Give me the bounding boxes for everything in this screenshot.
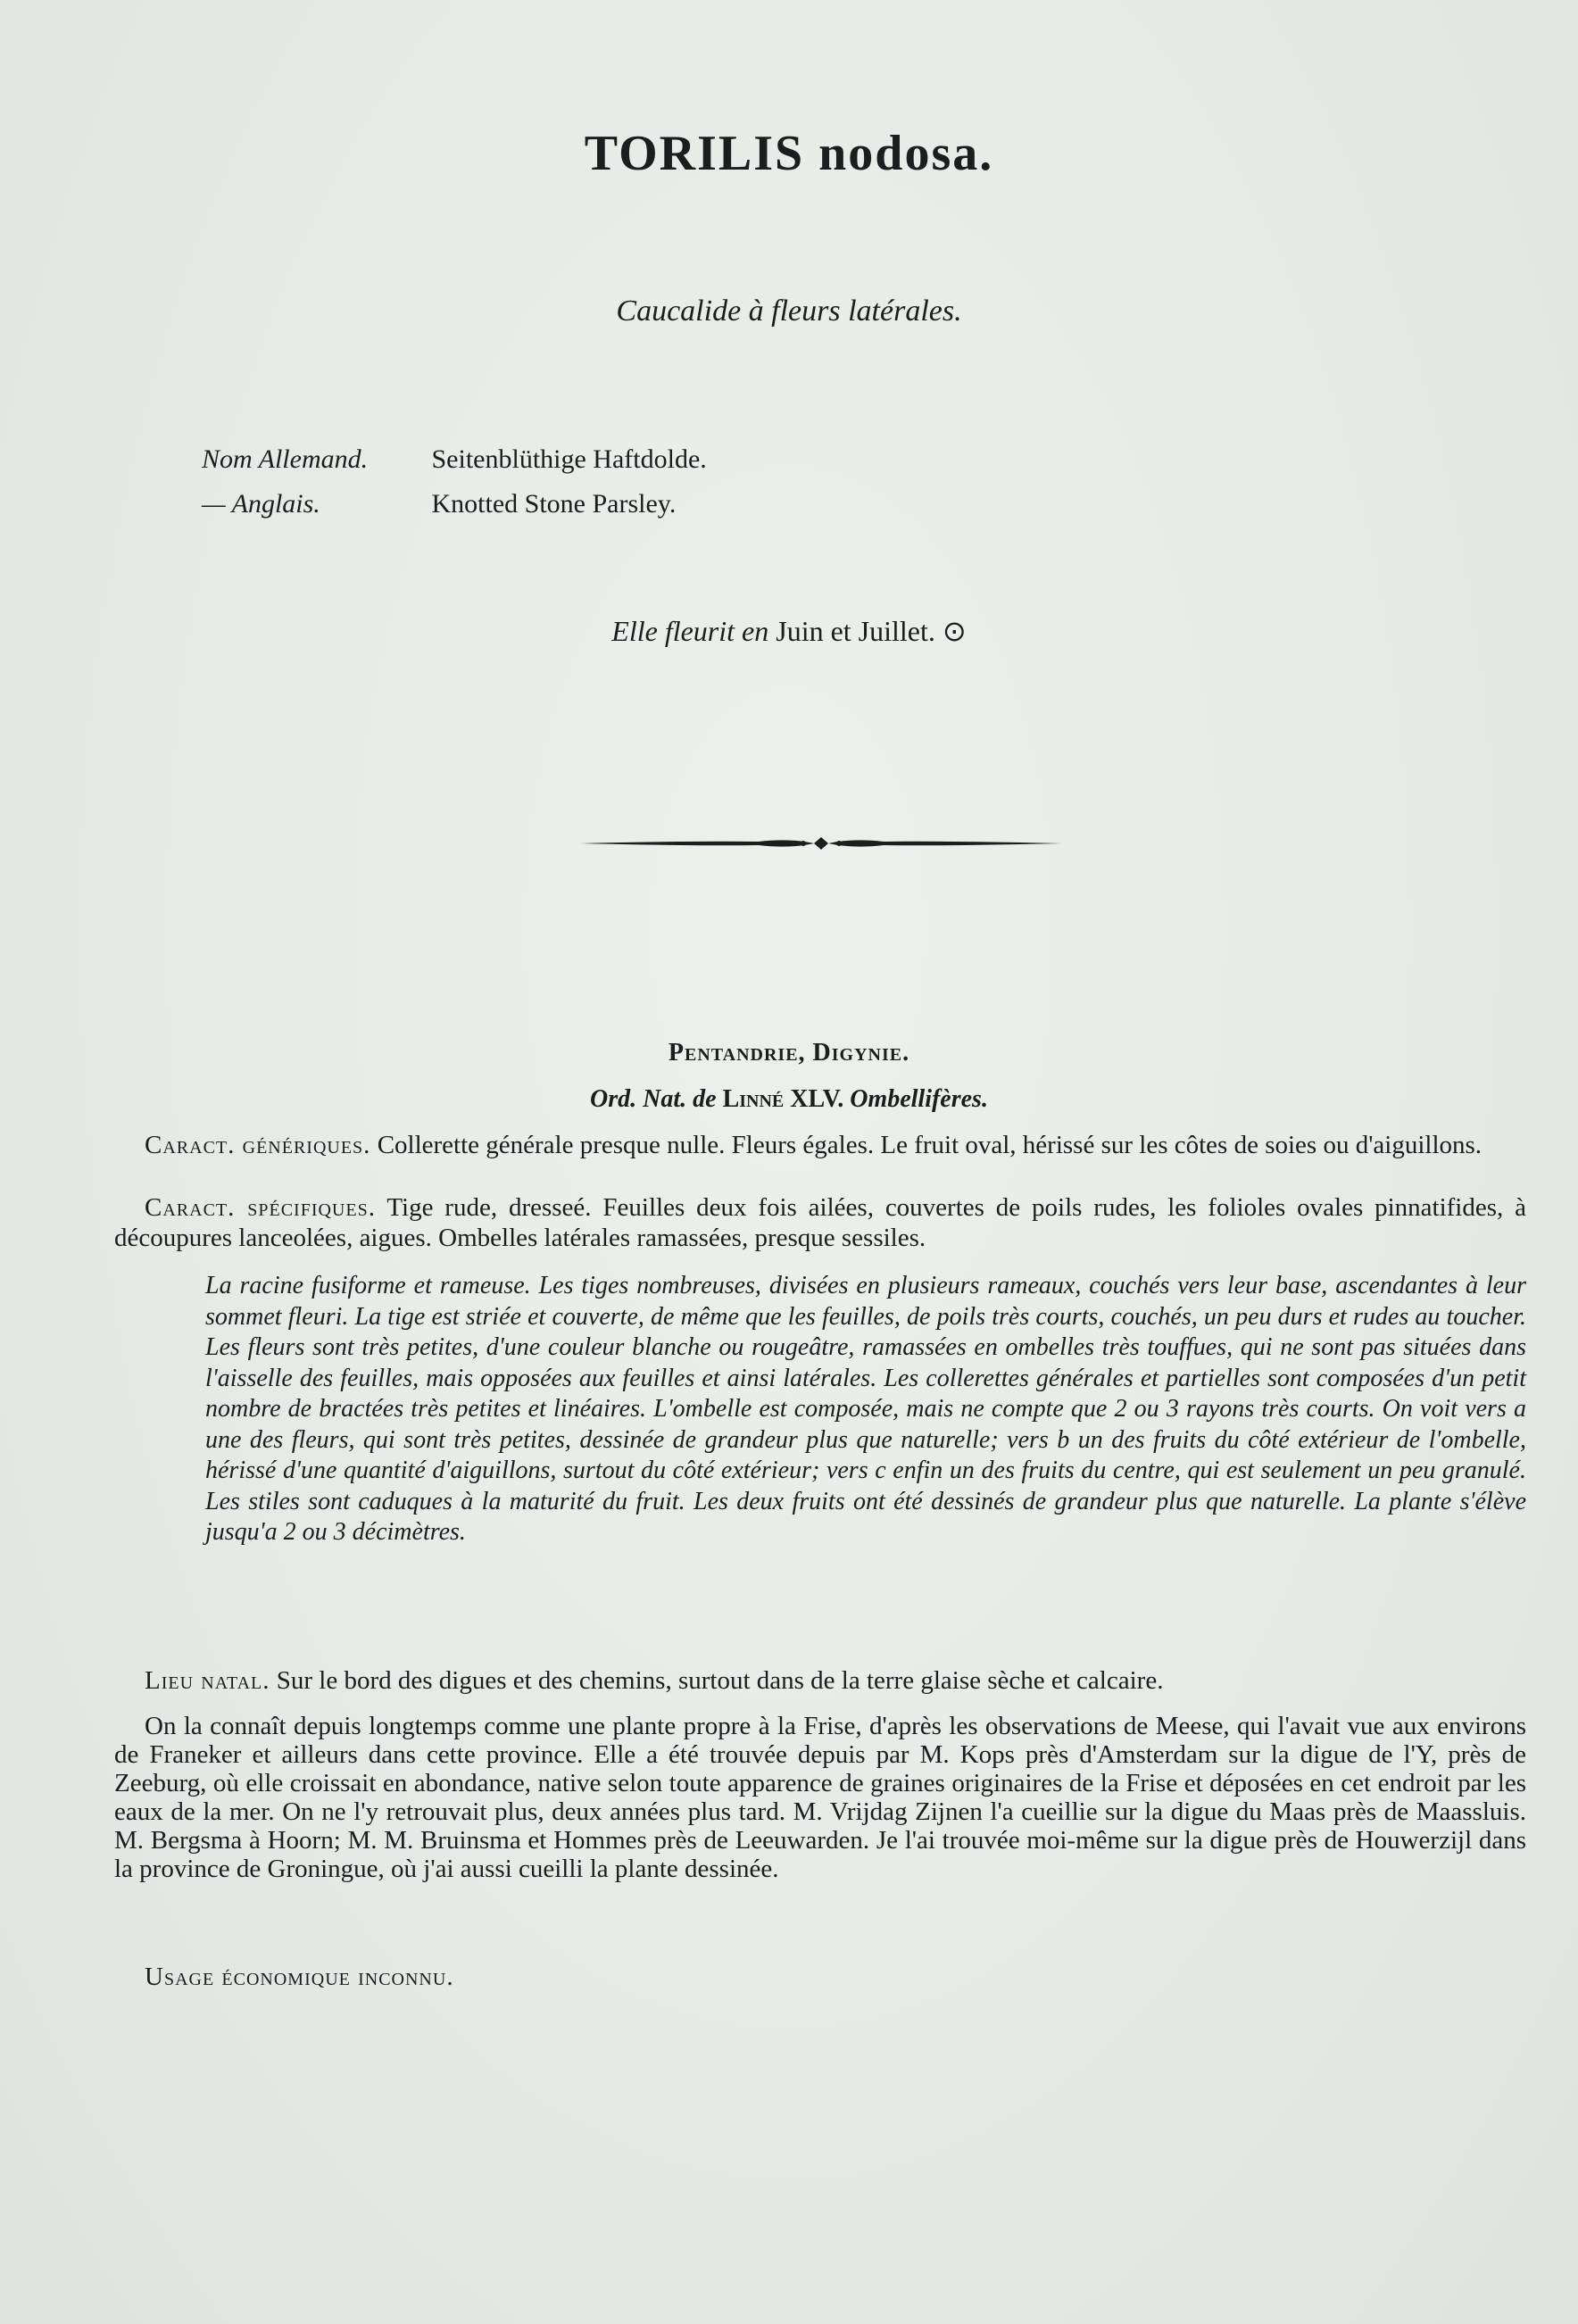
common-names-list [202,437,707,527]
generic-heading: Caract. génériques. [145,1131,371,1159]
habitat-text: Sur le bord des digues et des chemins, surtout dans de la terre glaise sèche et calcaire. [276,1666,1164,1695]
page-title [0,125,1578,182]
french-common-name: Caucalide à fleurs latérales. [616,295,962,328]
natural-order [0,1085,1578,1114]
specific-characters [114,1192,1526,1253]
habitat-heading: Lieu natal. [145,1666,270,1695]
species-name: nodosa. [818,126,994,181]
ornamental-divider [580,830,1062,857]
flowering-months: Juin et Juillet. [776,615,935,647]
flowering-period [0,614,1578,648]
order-prefix: Ord. Nat. de [590,1085,717,1113]
plant-description: La racine fusiforme et rameuse. Les tiges nombreuses, divisées en plusieurs rameaux, couchés vers leur base, ascendantes à leur sommet fleuri. La tige est striée et couverte, de même que les feuilles, de poils très courts, couchés, un peu durs et rudes au toucher. Les fleurs sont très petites, d'une couleur blanche ou rougeâtre, ramassées en ombelles très touffues, qui ne sont pas situées dans l'aisselle des feuilles, mais opposées aux feuilles et ainsi latérales. Les collerettes générales et partielles sont composées d'un petit nombre de bractées très petites et linéaires. L'ombelle est composée, mais ne compte que 2 ou 3 rayons très courts. On voit vers a une des fleurs, qui sont très petites, dessinée de grandeur plus que naturelle; vers b un des fruits du côté extérieur de l'ombelle, hérissé d'une quantité d'aiguillons, surtout du côté extérieur; vers c enfin un des fruits du centre, qui est seulement un peu granulé. Les stiles sont caduques à la maturité du fruit. Les deux fruits ont été dessinés de grandeur plus que naturelle. La plante s'élève jusqu'a 2 ou 3 décimètres. [205,1272,1526,1546]
common-name-language: Nom Allemand. [202,444,369,474]
specific-text: Tige rude, dresseé. Feuilles deux fois ailées, couvertes de poils rudes, les folioles ovales pinnatifides, à découpures lanceolées, aigues. Ombelles latérales ramassées, presque sessiles. [114,1193,1526,1252]
family-name: Ombellifères. [850,1085,988,1113]
order-number: XLV. [790,1085,844,1113]
flowering-prefix: Elle fleurit en [611,615,769,647]
genus-name: TORILIS [584,126,805,181]
common-name-row [202,482,707,527]
common-name-value: Seitenblüthige Haftdolde. [431,444,707,474]
generic-characters [114,1130,1526,1160]
ornament-rule-icon [580,830,1062,857]
order-author: Linné [722,1085,785,1113]
annual-symbol-icon: ⊙ [942,615,967,647]
specific-heading: Caract. spécifiques. [145,1193,376,1222]
common-name-language: — Anglais. [202,489,320,519]
native-habitat [114,1665,1526,1696]
distribution-history: On la connaît depuis longtemps comme une plante propre à la Frise, d'après les observations de Meese, qui l'avait vue aux environs de Franeker et ailleurs dans cette province. Elle a été trouvée depuis par M. Kops près d'Amsterdam sur la digue de l'Y, près de Zeeburg, où elle croissait en abondance, native selon toute apparence de graines originaires de la Frise et déposées en cet endroit par les eaux de la mer. On ne l'y retrouvait plus, deux années plus tard. M. Vrijdag Zijnen l'a cueillie sur la digue du Maas près de Maassluis. M. Bergsma à Hoorn; M. M. Bruinsma et Hommes près de Leeuwarden. Je l'ai trouvée moi-même sur la digue près de Houwerzijl dans la province de Groningue, où j'ai aussi cueilli la plante dessinée. [114,1712,1526,1883]
linnaean-class: Pentandrie, Digynie. [668,1039,910,1067]
common-name-value: Knotted Stone Parsley. [431,489,677,519]
usage-text: Usage économique inconnu. [145,1963,454,1991]
economic-usage [114,1962,1526,1992]
common-name-row [202,437,707,482]
generic-text: Collerette générale presque nulle. Fleurs égales. Le fruit oval, hérissé sur les côtes de soies ou d'aiguillons. [377,1131,1482,1159]
